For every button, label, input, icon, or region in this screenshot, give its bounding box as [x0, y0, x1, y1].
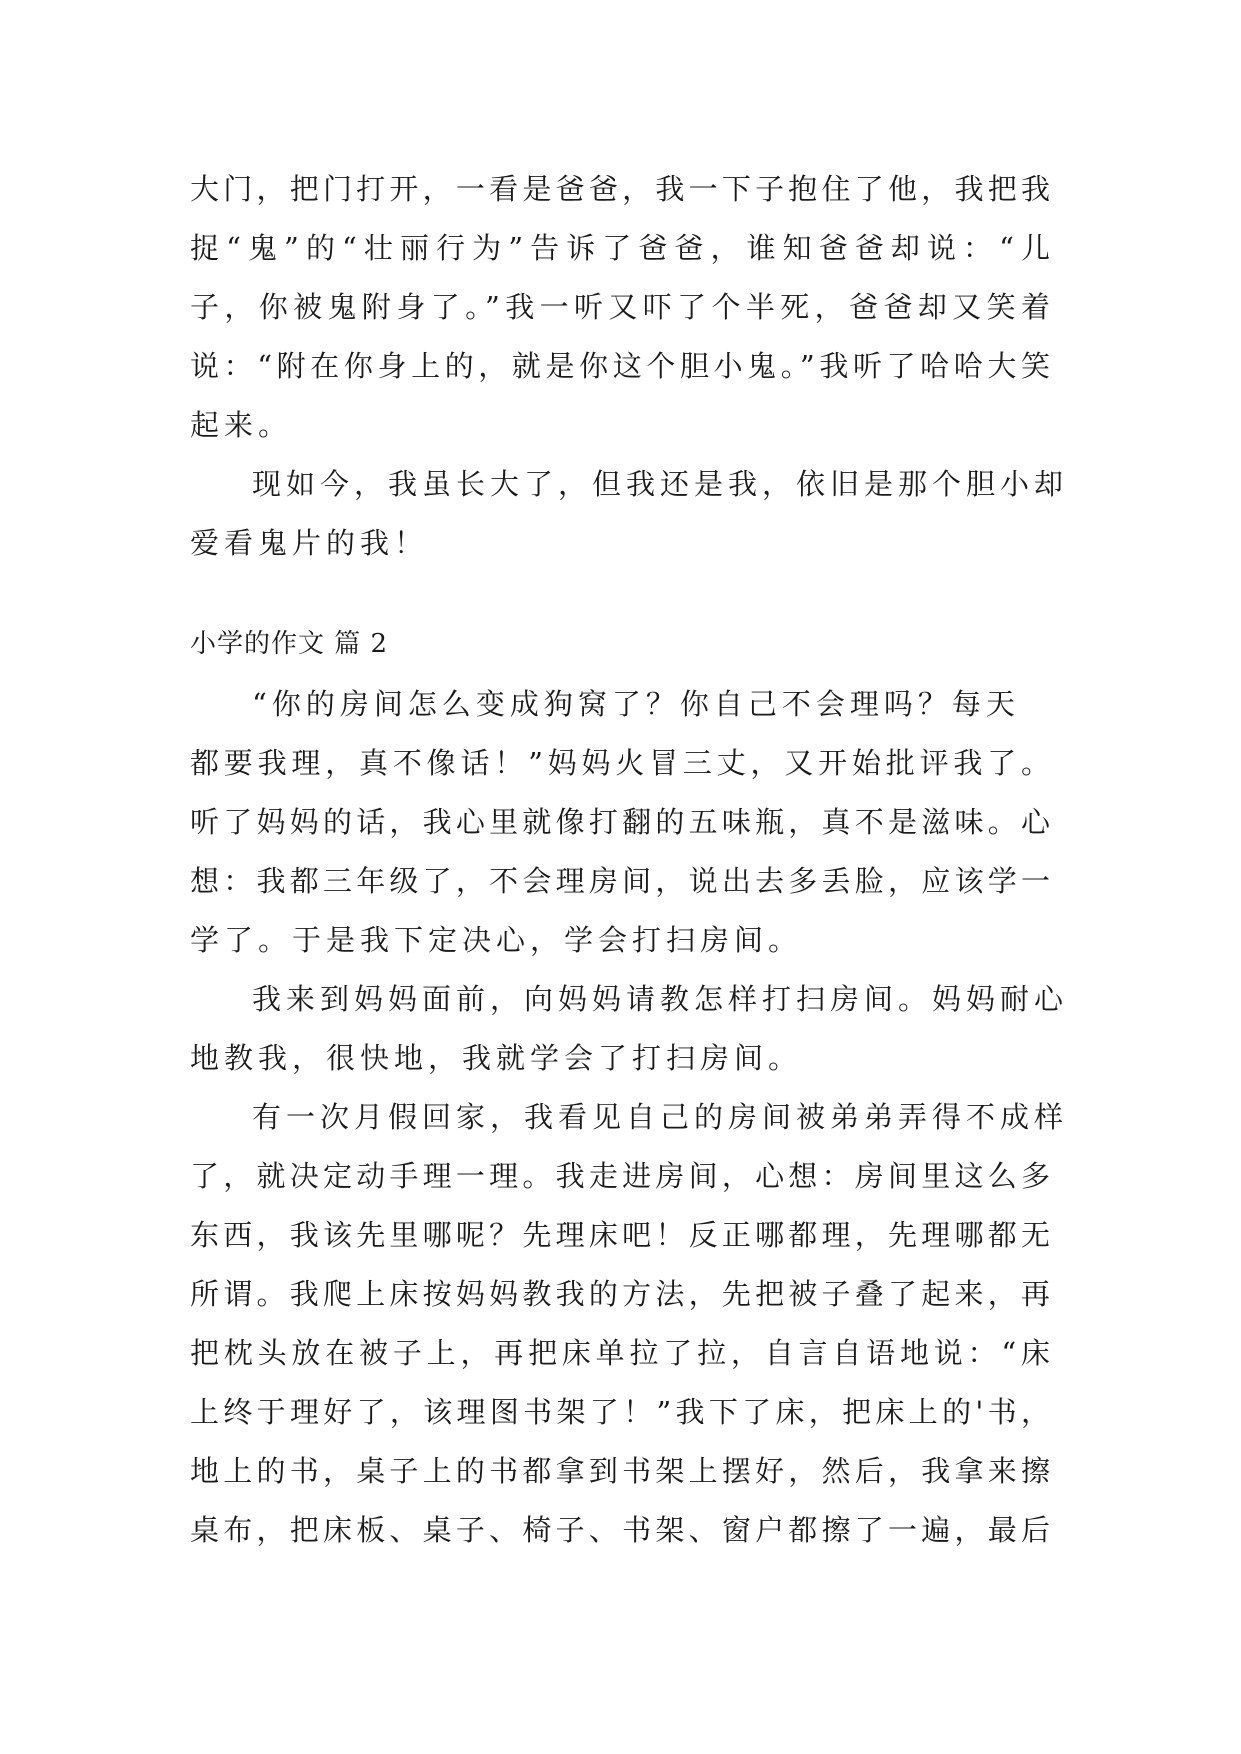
text-line: 说：“附在你身上的，就是你这个胆小鬼。”我听了哈哈大笑 [190, 349, 1050, 383]
paragraph-gap [190, 573, 1050, 613]
text-line: 上终于理好了，该理图书架了！”我下了床，把床上的'书， [190, 1395, 1050, 1429]
text-line: 把枕头放在被子上，再把床单拉了拉，自言自语地说：“床 [190, 1336, 1050, 1370]
text-line: 桌布，把床板、桌子、椅子、书架、窗户都擦了一遍，最后 [190, 1513, 1050, 1547]
document-body [190, 160, 1069, 1560]
text-line: 捉“鬼”的“壮丽行为”告诉了爸爸，谁知爸爸却说：“儿 [190, 231, 1050, 265]
text-line: 爱看鬼片的我！ [190, 526, 429, 560]
text-line: 我来到妈妈面前，向妈妈请教怎样打扫房间。妈妈耐心 [252, 982, 1069, 1016]
text-line: 想：我都三年级了，不会理房间，说出去多丢脸，应该学一 [190, 864, 1050, 898]
text-line: 听了妈妈的话，我心里就像打翻的五味瓶，真不是滋味。心 [190, 805, 1050, 839]
text-line: 东西，我该先里哪呢？先理床吧！反正哪都理，先理哪都无 [190, 1218, 1050, 1252]
section-title: 小学的作文 篇 2 [190, 629, 389, 659]
text-line: “你的房间怎么变成狗窝了？你自己不会理吗？每天 [252, 687, 1020, 721]
text-line: 起来。 [190, 408, 293, 442]
text-line: 现如今，我虽长大了，但我还是我，依旧是那个胆小却 [252, 467, 1069, 501]
text-line: 所谓。我爬上床按妈妈教我的方法，先把被子叠了起来，再 [190, 1277, 1050, 1311]
text-line: 地上的书，桌子上的书都拿到书架上摆好，然后，我拿来擦 [190, 1454, 1050, 1488]
text-line: 都要我理，真不像话！”妈妈火冒三丈，又开始批评我了。 [190, 746, 1050, 780]
text-line: 大门，把门打开，一看是爸爸，我一下子抱住了他，我把我 [190, 172, 1050, 206]
text-line: 子，你被鬼附身了。”我一听又吓了个半死，爸爸却又笑着 [190, 290, 1050, 324]
text-line: 有一次月假回家，我看见自己的房间被弟弟弄得不成样 [252, 1100, 1069, 1134]
text-line: 学了。于是我下定决心，学会打扫房间。 [190, 923, 803, 957]
text-line: 了，就决定动手理一理。我走进房间，心想：房间里这么多 [190, 1159, 1050, 1193]
text-line: 地教我，很快地，我就学会了打扫房间。 [190, 1041, 803, 1075]
